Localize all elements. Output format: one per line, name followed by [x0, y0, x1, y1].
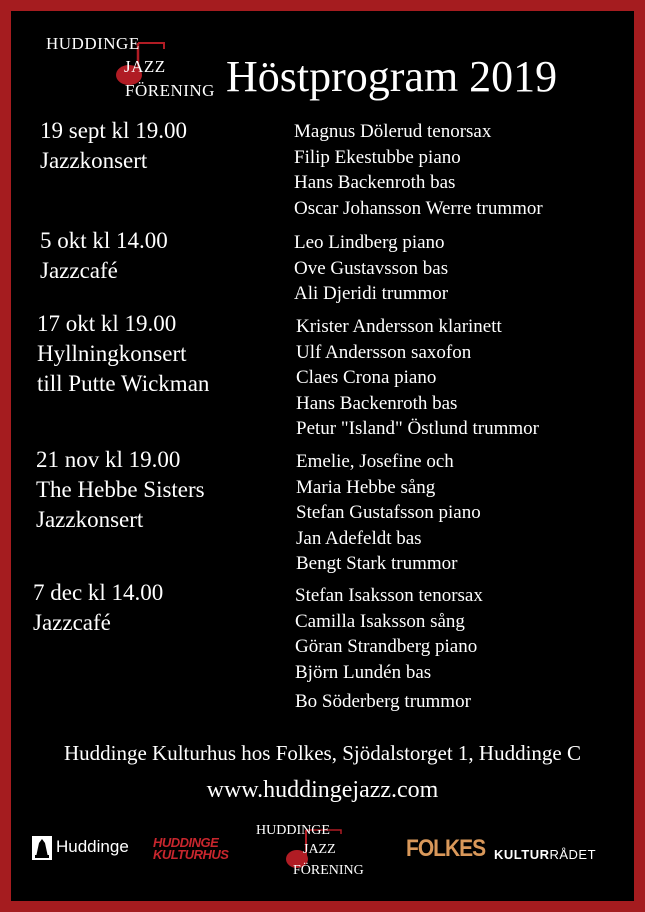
venue-address: Huddinge Kulturhus hos Folkes, Sjödalstorget 1, Huddinge C [63, 741, 582, 765]
logo-text-forening: FÖRENING [125, 81, 215, 100]
event-title: Jazzkonsert [36, 507, 144, 532]
small-logo-forening: FÖRENING [293, 863, 364, 878]
event-1-musicians [294, 119, 543, 221]
musician: Oscar Johansson Werre trummor [294, 197, 543, 219]
kulturhus-line1: HUDDINGE [153, 835, 219, 850]
kulturradet-logo [494, 847, 596, 862]
musician: Jan Adefeldt bas [296, 527, 422, 549]
event-title: Hyllningkonsert [37, 341, 187, 366]
event-3-musicians [296, 314, 539, 442]
kulturradet-light: RÅDET [549, 847, 597, 862]
event-date: 7 dec kl 14.00 [33, 580, 164, 605]
musician: Bengt Stark trummor [296, 553, 458, 574]
musician: Claes Crona piano [296, 367, 437, 388]
musician: Camilla Isaksson sång [295, 610, 465, 632]
event-4-header [36, 445, 205, 535]
event-3-header [37, 309, 209, 399]
musician: Hans Backenroth bas [294, 172, 456, 193]
musician: Leo Lindberg piano [294, 232, 445, 253]
event-title: The Hebbe Sisters [36, 477, 205, 502]
musician: Göran Strandberg piano [295, 636, 478, 657]
website-link[interactable]: www.huddingejazz.com [206, 777, 439, 803]
kulturradet-bold: KULTUR [494, 847, 550, 862]
musician: Krister Andersson klarinett [296, 316, 502, 337]
kulturhus-line2: KULTURHUS [153, 847, 229, 862]
huddinge-crest-icon [31, 835, 53, 861]
poster [11, 11, 634, 901]
event-1-header [40, 116, 187, 176]
event-date: 17 okt kl 19.00 [37, 311, 177, 336]
jazz-forening-logo-small [253, 821, 363, 891]
logo-text-huddinge: HUDDINGE [46, 34, 140, 53]
logo-text-jazz: JAZZ [124, 57, 166, 76]
musician: Ove Gustavsson bas [294, 257, 449, 279]
event-2-header [40, 226, 168, 286]
musician: Filip Ekestubbe piano [294, 146, 461, 168]
musician: Stefan Isaksson tenorsax [295, 585, 483, 606]
event-2-musicians [294, 230, 448, 307]
musician: Bo Söderberg trummor [295, 691, 471, 712]
huddinge-kulturhus-logo [153, 837, 239, 861]
small-logo-jazz: JAZZ [303, 842, 336, 857]
huddinge-text: Huddinge [56, 837, 129, 856]
musician: Stefan Gustafsson piano [296, 502, 481, 523]
musician: Petur "Island" Östlund trummor [296, 418, 539, 439]
musician: Magnus Dölerud tenorsax [294, 121, 492, 142]
event-title: till Putte Wickman [37, 371, 210, 396]
event-5-header [33, 578, 163, 638]
musician: Hans Backenroth bas [296, 392, 458, 414]
folkes-logo: FOLKES [406, 835, 486, 862]
musician: Ulf Andersson saxofon [296, 341, 472, 363]
event-4-musicians [296, 449, 481, 577]
musician: Björn Lundén bas [295, 661, 432, 683]
event-5-musicians [295, 583, 483, 715]
jazz-forening-logo [46, 31, 226, 101]
event-title: Jazzkonsert [40, 148, 148, 173]
event-date: 21 nov kl 19.00 [36, 447, 181, 472]
small-logo-huddinge: HUDDINGE [256, 823, 330, 838]
event-title: Jazzcafé [33, 610, 111, 635]
event-date: 5 okt kl 14.00 [40, 228, 168, 253]
event-title: Jazzcafé [40, 258, 118, 283]
musician: Emelie, Josefine och [296, 451, 454, 472]
musician: Maria Hebbe sång [296, 476, 436, 498]
event-date: 19 sept kl 19.00 [40, 118, 187, 143]
musician: Ali Djeridi trummor [294, 283, 449, 304]
page-title: Höstprogram 2019 [226, 52, 558, 101]
